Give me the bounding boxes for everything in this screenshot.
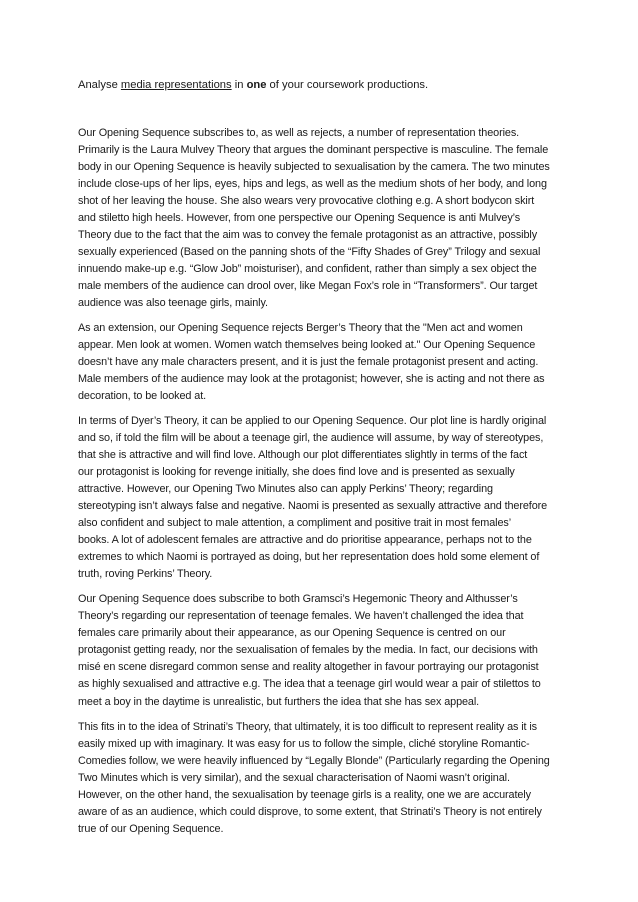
paragraph-line: appear. Men look at women. Women watch themselves being looked at." Our Opening Sequence [78,339,536,352]
paragraph-line: sexually experienced (Based on the panning shots of the “Fifty Shades of Grey” Trilogy and sexual [78,246,541,259]
paragraph-line: Comedies follow, we were heavily influenced by “Legally Blonde” (Particularly regarding the Opening [78,754,550,767]
paragraph-line: and so, if told the film will be about a teenage girl, the audience will assume, by way of stereotypes, [78,432,544,445]
paragraph-line: body in our Opening Sequence is heavily subjected to sexualisation by the camera. The two minutes [78,161,550,174]
paragraph-line: As an extension, our Opening Sequence rejects Berger’s Theory that the "Men act and women [78,322,523,335]
paragraph-line: Our Opening Sequence does subscribe to both Gramsci’s Hegemonic Theory and Althusser’s [78,593,518,606]
paragraph-line: females care primarily about their appearance, as our Opening Sequence is centred on our [78,627,506,640]
paragraph-line: audience was also teenage girls, mainly. [78,297,268,310]
paragraph-line: Male members of the audience may look at the protagonist; however, she is acting and not there as [78,373,545,386]
paragraph-line: However, on the other hand, the sexualisation by teenage girls is a reality, one we are accurately [78,788,531,801]
paragraph [78,413,560,583]
paragraph [78,719,560,838]
paragraph-line: shot of her leaving the house. She also wears very provocative clothing e.g. A short bodycon skirt [78,195,535,208]
paragraph-line: extremes to which Naomi is portrayed as doing, but her representation does hold some element of [78,551,540,564]
paragraph-line: Our Opening Sequence subscribes to, as well as rejects, a number of representation theories. [78,127,520,139]
paragraph-line: true of our Opening Sequence. [78,822,224,835]
paragraph-line: This fits in to the idea of Strinati’s Theory, that ultimately, it is too difficult to represent reality as it is [78,720,538,733]
paragraph-line: doesn’t have any male characters present, and it is just the female protagonist present and acting. [78,356,539,369]
paragraph-line: Primarily is the Laura Mulvey Theory that argues the dominant perspective is masculine. The female [78,144,549,157]
paragraph [78,320,560,405]
question-heading [78,77,560,93]
paragraph-line: In terms of Dyer’s Theory, it can be applied to our Opening Sequence. Our plot line is hardly original [78,415,547,428]
heading-underlined-text: media representations [120,79,232,91]
heading-suffix: of your coursework productions. [266,79,429,91]
paragraph-line: our protagonist is looking for revenge initially, she does find love and is presented as sexually [78,466,515,479]
paragraph-line: as highly sexualised and attractive e.g. The idea that a teenage girl would wear a pair of stilettos to [78,678,541,691]
paragraph-line: attractive. However, our Opening Two Minutes also can apply Perkins’ Theory; regarding [78,483,493,496]
paragraph-line: and stiletto high heels. However, from one perspective our Opening Sequence is anti Mulvey’s [78,212,521,225]
paragraph-line: include close-ups of her lips, eyes, hips and legs, as well as the medium shots of her body, and long [78,178,547,191]
paragraph-line: misé en scene disregard common sense and reality altogether in favour portraying our protagonist [78,661,539,674]
paragraph-line: meet a boy in the daytime is unrealistic, but furthers the idea that she has sex appeal. [78,695,480,708]
paragraph-line: innuendo make-up e.g. “Glow Job” moisturiser), and confident, rather than simply a sex object the [78,263,537,276]
paragraph [78,125,560,312]
paragraph-line: that she is attractive and will find love. Although our plot differentiates slightly in terms of the fact [78,449,528,462]
paragraph-line: stereotyping isn’t always false and negative. Naomi is presented as sexually attractive and therefore [78,500,548,513]
paragraph-line: truth, roving Perkins’ Theory. [78,568,213,581]
essay-body [78,125,560,846]
heading-prefix: Analyse [78,79,121,91]
heading-middle: in [231,79,247,91]
paragraph-line: aware of as an audience, which could disprove, to some extent, that Strinati’s Theory is not entirely [78,805,542,818]
paragraph-line: also confident and subject to male attention, a compliment and positive trait in most females’ [78,517,512,530]
paragraph [78,591,560,710]
paragraph-line: books. A lot of adolescent females are attractive and do prioritise appearance, perhaps not to the [78,534,532,547]
paragraph-line: decoration, to be looked at. [78,390,207,403]
paragraph-line: male members of the audience can drool over, like Megan Fox’s role in “Transformers”. Our target [78,280,538,293]
paragraph-line: Theory due to the fact that the aim was to convey the female protagonist as an attractive, possibly [78,229,538,242]
paragraph-line: easily mixed up with imaginary. It was easy for us to follow the simple, cliché storyline Romantic- [78,737,530,750]
paragraph-line: Theory’s regarding our representation of teenage females. We haven’t challenged the idea that [78,610,524,623]
paragraph-line: Two Minutes which is very similar), and the sexual characterisation of Naomi wasn’t original. [78,771,510,784]
paragraph-line: protagonist getting ready, nor the sexualisation of females by the media. In fact, our decisions with [78,644,538,657]
heading-bold-text: one [246,79,267,91]
